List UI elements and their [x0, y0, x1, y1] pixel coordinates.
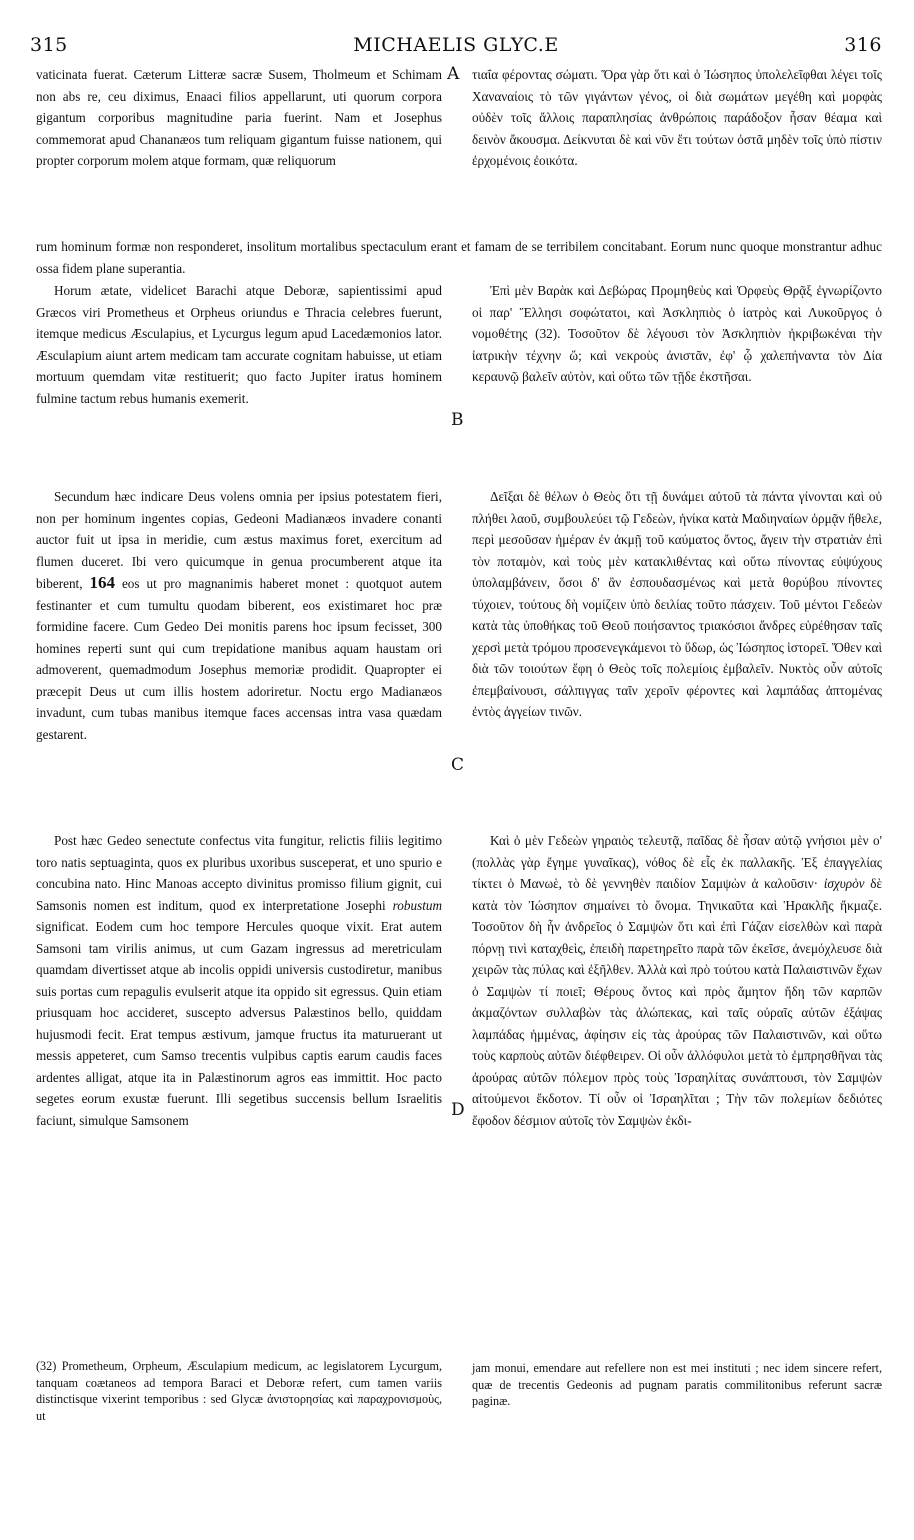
- page-number-left: 315: [30, 34, 68, 56]
- footnote-right: jam monui, emendare aut refellere non est mei instituti ; nec idem sincere refert, quæ de trecentis Gedeonis ad pugnam paratis commilitonibus referunt sacræ paginæ.: [472, 1361, 882, 1408]
- greek-emphasis: ἰσχυρὸν: [823, 876, 865, 891]
- greek-paragraph-d-end: δὲ κατὰ τὸν Ἰώσηπον σημαίνει τὸ ὄνομα. Τηνικαῦτα καὶ Ἡρακλῆς ἤκμαζε. Τοσοῦτον δὴ ἦν ἀνδρεῖος ὁ Σαμψὼν ὅτι καὶ ἐπὶ Γάζαν εἰσελθὼν καὶ παρὰ πόρνῃ τινὶ καταχθεὶς, ἐπειδὴ παρετηρεῖτο παρὰ τῶν ἐκεῖσε, ἀνεμόχλευσε διὰ χειρῶν τὰς πύλας καὶ ἐξῆλθεν. Ἀλλὰ καὶ πρὸ τούτου κατὰ Παλαιστινῶν ἔχων ὁ Σαμψὼν τί ποιεῖ; Θέρους ὄντος καὶ πρὸς ἄμητον ἤδη τῶν καρπῶν ἀκμαζόντων συλλαβὼν τὰς ἀλώπεκας, καὶ ταῖς οὐραῖς αὐτῶν ἐξάψας λαμπάδας ἡμμένας, ἀφίησιν εἰς τὰς ἀρούρας τῶν Παλαιστινῶν, καὶ οὕτω τοὺς καρποὺς αὐτῶν διέφθειρεν. Οἱ οὖν ἀλλόφυλοι μετὰ τὸ ἐμπρησθῆναι τὰς ἀρούρας αὐτῶν πόλεμον πρὸς τοὺς Ἰσραηλίτας συνάπτουσι, τὸν Σαμψὼν αἰτούμενοι ἔκδοτον. Τί οὖν οἱ Ἰσραηλῖται ; Τὴν τῶν πολεμίων δεδιότες ἔφοδον δέσμιον αὐτοῖς τὸν Σαμψὼν ἐκδι-: [472, 876, 882, 1128]
- latin-paragraph-d-end: significat. Eodem cum hoc tempore Hercules quoque vixit. Erat autem Samsoni tam virilis animus, ut cum Gazam ingressus ad meretriculam quamdam divertisset atque ab incolis oppidi universis custodiretur, manibus suis portas cum repagulis evulserit atque ita oppido sit egressus. Quin etiam priusquam hoc accideret, suscepto adversus Palæstinos bello, quiddam hujusmodi fecit. Erat tempus æstivum, jamque fructus ita maturuerant ut messis appeteret, cum Samso trecentis vulpibus captis earum caudis faces ardentes alligat, atque ita in Palæstinorum agros eas immittit. Hoc pacto segetes eorum exustæ fuerunt. Illi segetibus succensis bellum Israelitis faciunt, simulque Samsonem: [36, 919, 442, 1128]
- latin-paragraph-a: vaticinata fuerat. Cæterum Litteræ sacræ Susem, Tholmeum et Schimam non abs re, ceu diximus, Enaaci filios appellarunt, uti quorum corpora gigantum corporibus magnitudine paria fuerint. Nam et Josephus commemorat apud Chananæos tum reliquam gigantum fuisse nationem, qui propter corporum molem atque formam, quæ reliquorum: [36, 67, 442, 168]
- section-marker-d: D: [451, 1100, 465, 1120]
- section-marker-c: C: [451, 755, 465, 775]
- latin-paragraph-b: Horum ætate, videlicet Barachi atque Deboræ, sapientissimi apud Græcos viri Prometheus et Orpheus oriundus e Thracia celebres fuerunt, itemque medicus Æsculapius, et Lycurgus legum apud Lacedæmonios lator. Æsculapium aiunt artem medicam tam accurate cognitam habuisse, ut etiam mortuum quemdam vitæ restituerit; quo facto Jupiter iratus hominem fulmine tactum rebus humanis exemerit.: [36, 283, 442, 406]
- greek-paragraph-a: τιαΐα φέροντας σώματι. Ὅρα γὰρ ὅτι καὶ ὁ Ἰώσηπος ὑπολελεῖφθαι λέγει τοῖς Χαναναίοις τὸ τῶν γιγάντων γένος, οἱ διὰ σωμάτων μεγέθη καὶ μορφὰς οὐδὲν τοῖς ἄλλοις παραπλησίας ἀνθρώποις παράδοξον ἦσαν θέαμα καὶ δεινὸν ἄκουσμα. Δείκνυται δὲ καὶ νῦν ἔτι τούτων ὀστᾶ μηδὲν τοῖς ὑπὸ πίστιν ἐρχομένοις ἐοικότα.: [472, 67, 882, 168]
- latin-paragraph-d-start: Post hæc Gedeo senectute confectus vita fungitur, relictis filiis legitimo toro natis septuaginta, quos ex pluribus uxoribus susceperat, et uno spurio e concubina nato. Hinc Manoas accepto divinitus promisso filium gignit, cui Samsonis nomen est inditum, quod ex interpretatione Josephi: [36, 833, 442, 913]
- bridge-paragraph: rum hominum formæ non responderet, insolitum mortalibus spectaculum erant et famam de se terribilem concitabant. Eorum nunc quoque monstrantur adhuc ossa fidem plane superantia.: [36, 239, 882, 276]
- page-number-right: 316: [844, 34, 882, 56]
- latin-emphasis: robustum: [392, 897, 442, 913]
- latin-paragraph-d: [36, 830, 442, 1131]
- running-title: MICHAELIS GLYC.E: [353, 34, 559, 56]
- greek-paragraph-d: [472, 830, 882, 1131]
- latin-paragraph-c-end: eos ut pro magnanimis haberet monet : quotquot autem festinanter et cum tumultu quodam biberent, eos existimaret hoc præ formidine facere. Cum Gedeo Dei monitis parens hoc ipsum fecisset, 300 homines reperti sunt qui cum trepidatione manibus aquam haustam ori admoverent, quemadmodum Josephus memoriæ prodidit. Quapropter ei præcepit Deus ut cum illis hostem adoriretur. Noctu ergo Madianæos invadunt, cum tubas manibus itemque faces accensas intra vasa quædam gestarent.: [36, 576, 443, 742]
- footnote-left: (32) Prometheum, Orpheum, Æsculapium medicum, ac legislatorem Lycurgum, tanquam coætaneos ad tempora Baraci et Deboræ refert, cum tamen variis distinctisque vixerint temporibus : sed Glycæ ἀνιστορησίας καὶ παραχρονισμοὺς, ut: [36, 1359, 442, 1423]
- latin-paragraph-c-start: Secundum hæc indicare Deus volens omnia per ipsius potestatem fieri, non per hominum ingentes copias, Gedeoni Madianæos invadere conanti auctor fuit ut ipsa in meridie, cum æstus maximus foret, exercitum ad flumen duceret. Ibi vero quicumque in genua procumberent atque ita biberent,: [36, 489, 442, 591]
- greek-paragraph-d-start: Καὶ ὁ μὲν Γεδεὼν γηραιὸς τελευτᾷ, παῖδας δὲ ἦσαν αὐτῷ γνήσιοι μὲν ο' (πολλὰς γὰρ ἔγημε γυναῖκας), νόθος δὲ εἷς ἐκ παλλακῆς. Ἐξ ἐπαγγελίας τίκτει ὁ Μανωὲ, τὸ δὲ γεννηθὲν παιδίον Σαμψὼν ἀ καλοῦσιν·: [472, 833, 882, 891]
- latin-paragraph-c: [36, 486, 442, 745]
- original-page-number: 164: [89, 573, 115, 592]
- greek-paragraph-c: Δεῖξαι δὲ θέλων ὁ Θεὸς ὅτι τῇ δυνάμει αὐτοῦ τὰ πάντα γίνονται καὶ οὐ πλήθει λαοῦ, συμβουλεύει τῷ Γεδεὼν, ἡνίκα κατὰ Μαδιηναίων ὁρμᾷν ἤθελε, περὶ μεσοῦσαν ἡμέραν ἐν ἀκμῇ τοῦ καύματος ὄντος, ἄγειν τὴν στρατιὰν ἐπὶ τὸν ποταμὸν, καὶ τοὺς μὲν κατακλιθέντας καὶ οὕτω πίνοντας εὐψύχους ὑπολαμβάνειν, ὅσοι δ' ἂν ἐσπουδασμένως καὶ μετὰ θορύβου πίνοντες τύχοιεν, τούτους δὴ νομίζειν ὑπὸ δειλίας τοῦτο πάσχειν. Τοῦ μέντοι Γεδεὼν κατὰ τὰς ὑποθήκας τοῦ Θεοῦ ποιήσαντος τριακόσιοι ἄνδρες εὑρέθησαν ταῖς χερσὶ μετὰ τρόμου προσενεγκάμενοι τὸ ὕδωρ, ὡς Ἰώσηπος ἱστορεῖ. Ὅθεν καὶ διὰ τῶν τοιούτων ἔφη ὁ Θεὸς τοῖς πολεμίοις ἐμβαλεῖν. Νυκτὸς οὖν αὐτοῖς ἐπεμβαίνουσι, σάλπιγγας ταῖν χεροῖν φέροντες καὶ λαμπάδας ἀπτομένας ἐντὸς ἀγγείων τινῶν.: [472, 489, 882, 719]
- section-marker-b: B: [451, 410, 464, 430]
- running-header: [30, 34, 882, 64]
- section-marker-a: A: [447, 64, 460, 84]
- greek-paragraph-b: Ἐπὶ μὲν Βαρὰκ καὶ Δεβώρας Προμηθεὺς καὶ Ὀρφεὺς Θρᾷξ ἐγνωρίζοντο οἱ παρ' Ἕλλησι σοφώτατοι, καὶ Ἀσκληπιὸς ὁ ἰατρὸς καὶ Λυκοῦργος ὁ νομοθέτης (32). Τοσοῦτον δὲ λέγουσι τὸν Ἀσκληπιὸν ἠκριβωκέναι τὴν ἰατρικὴν τέχνην ὥ; καὶ νεκροὺς ἀνιστᾶν, ἐφ' ᾧ χαλεπήναντα τὸν Δία κεραυνῷ βαλεῖν αὐτὸν, καὶ οὕτω τῶν τῇδε ἐκστῆσαι.: [472, 283, 882, 384]
